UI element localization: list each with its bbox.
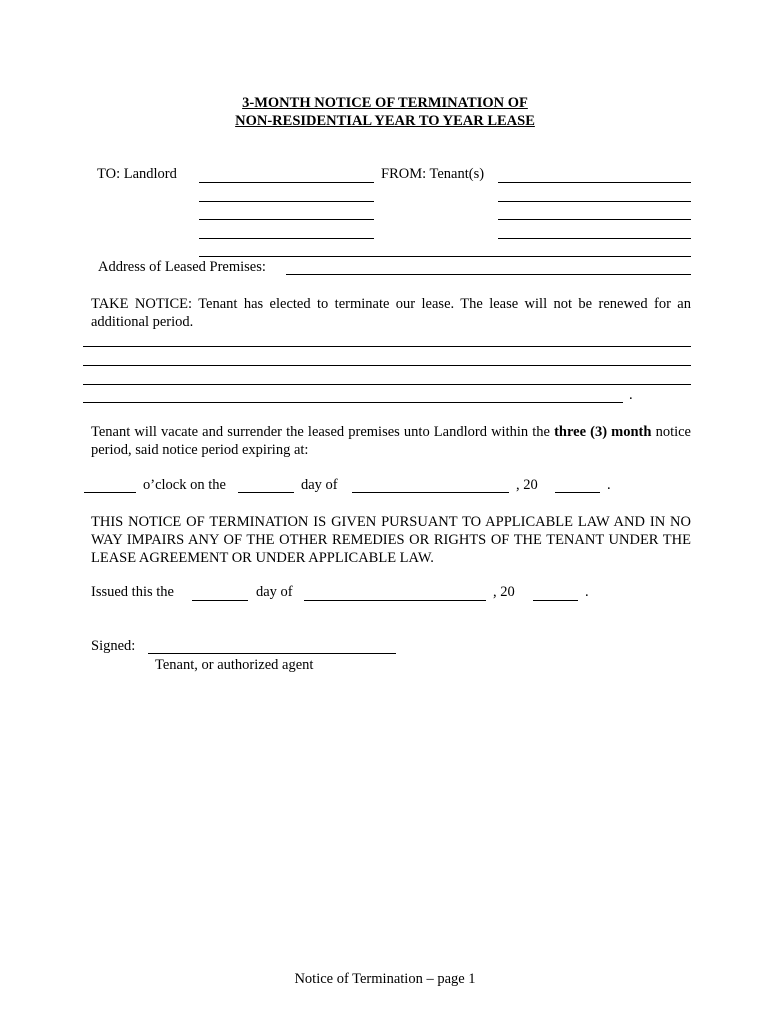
vacate-paragraph bbox=[91, 423, 691, 459]
expiry-year-line[interactable] bbox=[555, 492, 600, 493]
issued-year-line[interactable] bbox=[533, 600, 578, 601]
from-tenant-label: FROM: Tenant(s) bbox=[381, 166, 485, 182]
expiry-year-prefix: , 20 bbox=[516, 477, 538, 493]
notice-line-3[interactable] bbox=[83, 384, 691, 385]
issued-year-prefix: , 20 bbox=[493, 584, 515, 600]
vacate-text-after: notice period, said notice period expiring at: bbox=[91, 424, 691, 458]
issued-day-line[interactable] bbox=[192, 600, 248, 601]
issued-period: . bbox=[585, 584, 589, 600]
document-title-line-1: 3-MONTH NOTICE OF TERMINATION OF bbox=[242, 95, 528, 111]
issued-label: Issued this the bbox=[91, 584, 174, 600]
landlord-name-line-4[interactable] bbox=[199, 238, 374, 239]
tenant-name-line-4[interactable] bbox=[498, 238, 691, 239]
vacate-text-before: Tenant will vacate and surrender the leased premises unto Landlord within the bbox=[91, 424, 555, 440]
signed-label: Signed: bbox=[91, 638, 136, 654]
expiry-day-line[interactable] bbox=[238, 492, 294, 493]
landlord-name-line-2[interactable] bbox=[199, 201, 374, 202]
notice-line-1[interactable] bbox=[83, 346, 691, 347]
landlord-name-line-1[interactable] bbox=[199, 182, 374, 183]
expiry-period: . bbox=[607, 477, 611, 493]
tenant-name-line-1[interactable] bbox=[498, 182, 691, 183]
take-notice-paragraph: TAKE NOTICE: Tenant has elected to terminate our lease. The lease will not be renewed for an additional period. bbox=[91, 296, 691, 330]
notice-line-4[interactable] bbox=[83, 402, 623, 403]
signature-line[interactable] bbox=[148, 653, 396, 654]
to-landlord-label: TO: Landlord bbox=[97, 166, 177, 182]
document-title-line-2: NON-RESIDENTIAL YEAR TO YEAR LEASE bbox=[235, 113, 535, 129]
address-line[interactable] bbox=[286, 274, 691, 275]
expiry-oclock-label: o’clock on the bbox=[143, 477, 226, 493]
address-label: Address of Leased Premises: bbox=[98, 259, 266, 275]
notice-end-period: . bbox=[629, 387, 633, 403]
expiry-month-line[interactable] bbox=[352, 492, 509, 493]
vacate-period-bold: three (3) month bbox=[554, 424, 652, 440]
landlord-name-line-3[interactable] bbox=[199, 219, 374, 220]
page-footer: Notice of Termination – page 1 bbox=[294, 971, 476, 987]
tenant-name-line-3[interactable] bbox=[498, 219, 691, 220]
legal-paragraph: THIS NOTICE OF TERMINATION IS GIVEN PURSUANT TO APPLICABLE LAW AND IN NO WAY IMPAIRS ANY OF THE OTHER REMEDIES OR RIGHTS OF THE TENANT UNDER THE LEASE AGREEMENT OR UNDER APPLICABLE LAW. bbox=[91, 514, 691, 566]
tenant-name-line-2[interactable] bbox=[498, 201, 691, 202]
parties-separator-line bbox=[199, 256, 691, 257]
expiry-hour-line[interactable] bbox=[84, 492, 136, 493]
notice-line-2[interactable] bbox=[83, 365, 691, 366]
issued-day-of-label: day of bbox=[256, 584, 293, 600]
expiry-day-of-label: day of bbox=[301, 477, 338, 493]
signature-caption: Tenant, or authorized agent bbox=[155, 657, 314, 673]
issued-month-line[interactable] bbox=[304, 600, 486, 601]
